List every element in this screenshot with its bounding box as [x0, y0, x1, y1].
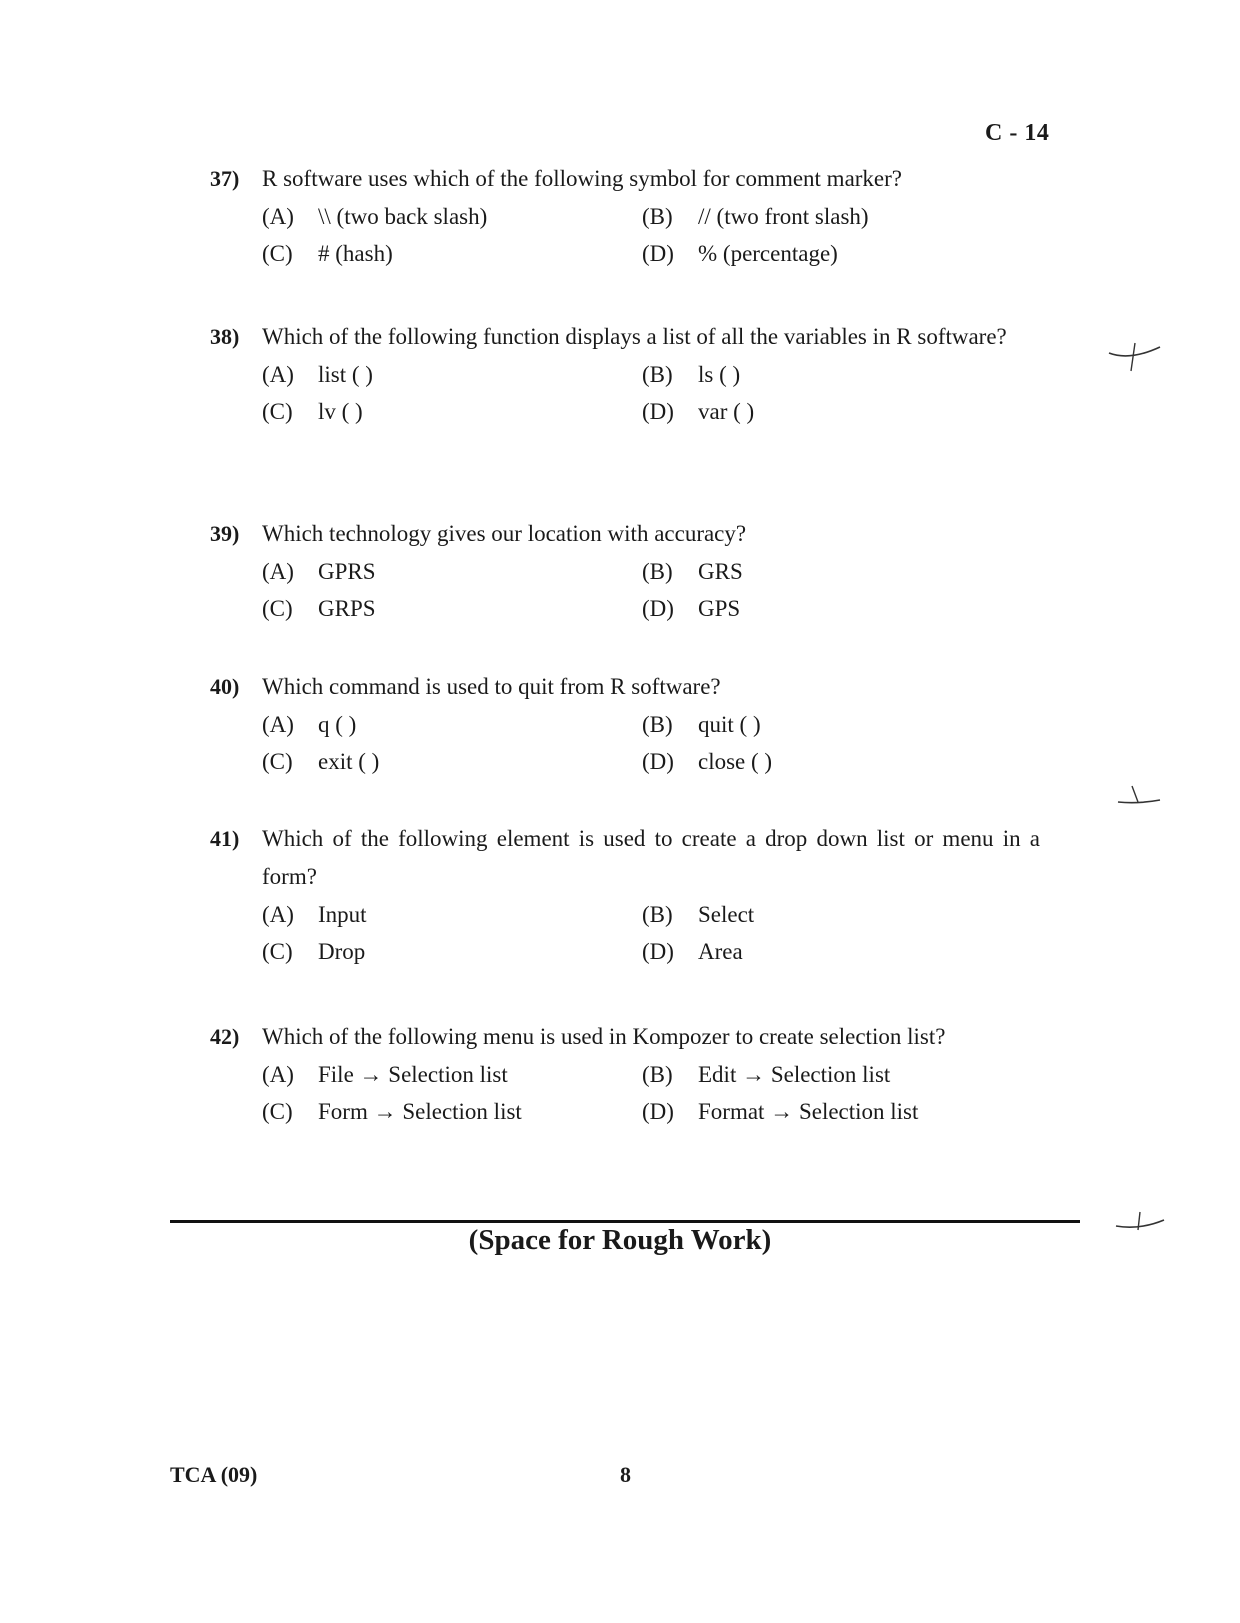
option-b [642, 706, 1022, 743]
option-text: var ( ) [698, 399, 755, 424]
option-d [642, 235, 1022, 272]
option-letter: (A) [262, 902, 294, 927]
option-text: Form → Selection list [318, 1099, 522, 1124]
option-text: close ( ) [698, 749, 773, 774]
option-d [642, 1093, 1022, 1130]
options [262, 1056, 1040, 1130]
option-d [642, 743, 1022, 780]
paper-code: TCA (09) [170, 1462, 258, 1487]
question-38 [210, 318, 1040, 430]
option-a [262, 198, 642, 235]
option-text: exit ( ) [318, 749, 380, 774]
option-letter: (A) [262, 559, 294, 584]
option-text: GPS [698, 596, 741, 621]
option-letter: (A) [262, 362, 294, 387]
option-letter: (B) [642, 902, 673, 927]
option-text: File → Selection list [318, 1062, 508, 1087]
question-text: Which of the following element is used to create a drop down list or menu in a form? [262, 826, 1040, 889]
option-letter: (B) [642, 559, 673, 584]
option-text: Select [698, 902, 755, 927]
option-d [642, 393, 1022, 430]
option-letter: (B) [642, 1062, 673, 1087]
option-c [262, 743, 642, 780]
option-letter: (C) [262, 399, 293, 424]
question-39 [210, 515, 1040, 627]
option-text: Area [698, 939, 743, 964]
option-letter: (B) [642, 362, 673, 387]
option-c [262, 1093, 642, 1130]
option-text: GRS [698, 559, 743, 584]
option-text: Input [318, 902, 367, 927]
option-letter: (C) [262, 241, 293, 266]
option-b [642, 896, 1022, 933]
option-letter: (D) [642, 939, 674, 964]
option-letter: (D) [642, 1099, 674, 1124]
option-a [262, 553, 642, 590]
question-text: Which of the following function displays a list of all the variables in R software? [262, 324, 1007, 349]
question-41 [210, 820, 1040, 970]
option-c [262, 393, 642, 430]
option-letter: (A) [262, 712, 294, 737]
option-letter: (B) [642, 712, 673, 737]
option-c [262, 590, 642, 627]
options [262, 706, 1040, 780]
option-a [262, 706, 642, 743]
rough-work-heading: (Space for Rough Work) [468, 1224, 772, 1256]
option-text: GPRS [318, 559, 376, 584]
options [262, 553, 1040, 627]
margin-tick-mark-icon [1105, 335, 1165, 375]
option-letter: (C) [262, 939, 293, 964]
paper-set-code: C - 14 [985, 120, 1050, 146]
option-text: ls ( ) [698, 362, 741, 387]
option-text: Edit → Selection list [698, 1062, 891, 1087]
question-37 [210, 160, 1040, 272]
option-letter: (D) [642, 399, 674, 424]
page-number: 8 [620, 1462, 631, 1487]
option-c [262, 933, 642, 970]
option-a [262, 1056, 642, 1093]
option-b [642, 198, 1022, 235]
section-divider [170, 1220, 1080, 1223]
question-number: 41) [210, 826, 240, 851]
option-d [642, 590, 1022, 627]
option-letter: (C) [262, 596, 293, 621]
option-text: Drop [318, 939, 366, 964]
option-text: \\ (two back slash) [318, 204, 488, 229]
option-letter: (C) [262, 1099, 293, 1124]
question-number: 37) [210, 166, 240, 191]
option-text: # (hash) [318, 241, 393, 266]
option-text: quit ( ) [698, 712, 761, 737]
margin-tick-mark-icon [1110, 1208, 1170, 1238]
question-number: 42) [210, 1024, 240, 1049]
option-text: % (percentage) [698, 241, 838, 266]
options [262, 356, 1040, 430]
option-letter: (B) [642, 204, 673, 229]
option-letter: (A) [262, 204, 294, 229]
question-text: Which command is used to quit from R software? [262, 674, 721, 699]
question-text: Which technology gives our location with accuracy? [262, 521, 747, 546]
option-a [262, 896, 642, 933]
option-d [642, 933, 1022, 970]
option-a [262, 356, 642, 393]
option-text: lv ( ) [318, 399, 363, 424]
option-letter: (D) [642, 241, 674, 266]
option-text: // (two front slash) [698, 204, 869, 229]
option-b [642, 553, 1022, 590]
option-text: list ( ) [318, 362, 373, 387]
question-text: Which of the following menu is used in Kompozer to create selection list? [262, 1024, 946, 1049]
option-b [642, 1056, 1022, 1093]
option-text: Format → Selection list [698, 1099, 919, 1124]
option-letter: (D) [642, 749, 674, 774]
option-letter: (C) [262, 749, 293, 774]
options [262, 896, 1040, 970]
option-letter: (D) [642, 596, 674, 621]
question-40 [210, 668, 1040, 780]
question-42 [210, 1018, 1040, 1130]
option-c [262, 235, 642, 272]
margin-tick-mark-icon [1108, 780, 1168, 810]
option-letter: (A) [262, 1062, 294, 1087]
option-text: GRPS [318, 596, 376, 621]
option-text: q ( ) [318, 712, 357, 737]
options [262, 198, 1040, 272]
question-number: 38) [210, 324, 240, 349]
option-b [642, 356, 1022, 393]
question-number: 40) [210, 674, 240, 699]
question-text: R software uses which of the following symbol for comment marker? [262, 166, 903, 191]
question-number: 39) [210, 521, 240, 546]
